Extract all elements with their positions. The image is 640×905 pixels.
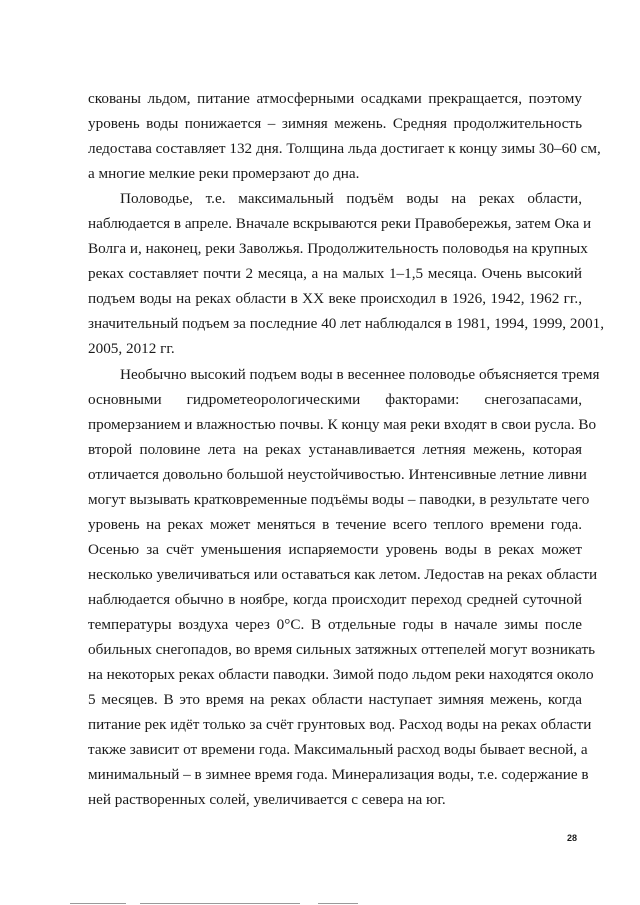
text-line: 5 месяцев. В это время на реках области наступает зимняя межень, когда bbox=[88, 691, 582, 709]
text-line: промерзанием и влажностью почвы. К концу мая реки входят в свои русла. Во bbox=[88, 415, 597, 433]
text-line: также зависит от времени года. Максимальный расход воды бывает весной, а bbox=[88, 741, 588, 759]
text-line: Половодье, т.е. максимальный подъём воды на реках области, bbox=[120, 190, 582, 208]
text-line: на некоторых реках области паводки. Зимой подо льдом реки находятся около bbox=[88, 666, 594, 684]
text-line: подъем воды на реках области в XX веке происходил в 1926, 1942, 1962 гг., bbox=[88, 290, 582, 308]
text-line: питание рек идёт только за счёт грунтовых вод. Расход воды на реках области bbox=[88, 716, 592, 734]
scan-artifact-line bbox=[140, 903, 300, 904]
text-line: Необычно высокий подъем воды в весеннее половодье объясняется тремя bbox=[120, 365, 600, 383]
body-text bbox=[88, 86, 605, 812]
text-line: отличается довольно большой неустойчивостью. Интенсивные летние ливни bbox=[88, 465, 587, 483]
text-line: уровень воды понижается – зимняя межень. Средняя продолжительность bbox=[88, 115, 582, 133]
text-line: ней растворенных солей, увеличивается с севера на юг. bbox=[88, 791, 446, 809]
text-line: 2005, 2012 гг. bbox=[88, 340, 175, 358]
text-line: скованы льдом, питание атмосферными осадками прекращается, поэтому bbox=[88, 90, 582, 107]
scan-artifact-line bbox=[318, 903, 358, 904]
text-line: уровень на реках может меняться в течение всего теплого времени года. bbox=[88, 515, 582, 533]
text-line: температуры воздуха через 0°С. В отдельные годы в начале зимы после bbox=[88, 615, 582, 633]
text-line: а многие мелкие реки промерзают до дна. bbox=[88, 165, 360, 183]
text-line: основными гидрометеорологическими факторами: снегозапасами, bbox=[88, 390, 582, 408]
page-number: 28 bbox=[567, 833, 578, 843]
text-line: минимальный – в зимнее время года. Минерализация воды, т.е. содержание в bbox=[88, 766, 589, 784]
text-line: реках составляет почти 2 месяца, а на малых 1–1,5 месяца. Очень высокий bbox=[88, 265, 582, 283]
text-line: несколько увеличиваться или оставаться как летом. Ледостав на реках области bbox=[88, 565, 598, 583]
text-line: Волга и, наконец, реки Заволжья. Продолжительность половодья на крупных bbox=[88, 240, 588, 258]
text-line: ледостава составляет 132 дня. Толщина льда достигает к концу зимы 30–60 см, bbox=[88, 140, 601, 158]
text-line: Осенью за счёт уменьшения испаряемости уровень воды в реках может bbox=[88, 540, 582, 558]
text-line: наблюдается обычно в ноябре, когда происходит переход средней суточной bbox=[88, 590, 582, 608]
text-line: второй половине лета на реках устанавливается летняя межень, которая bbox=[88, 440, 582, 458]
text-line: могут вызывать кратковременные подъёмы воды – паводки, в результате чего bbox=[88, 490, 590, 508]
text-line: значительный подъем за последние 40 лет наблюдался в 1981, 1994, 1999, 2001, bbox=[88, 315, 605, 333]
text-line: наблюдается в апреле. Вначале вскрываются реки Правобережья, затем Ока и bbox=[88, 215, 592, 233]
text-line: обильных снегопадов, во время сильных затяжных оттепелей могут возникать bbox=[88, 641, 596, 659]
scan-artifact-line bbox=[70, 903, 126, 904]
